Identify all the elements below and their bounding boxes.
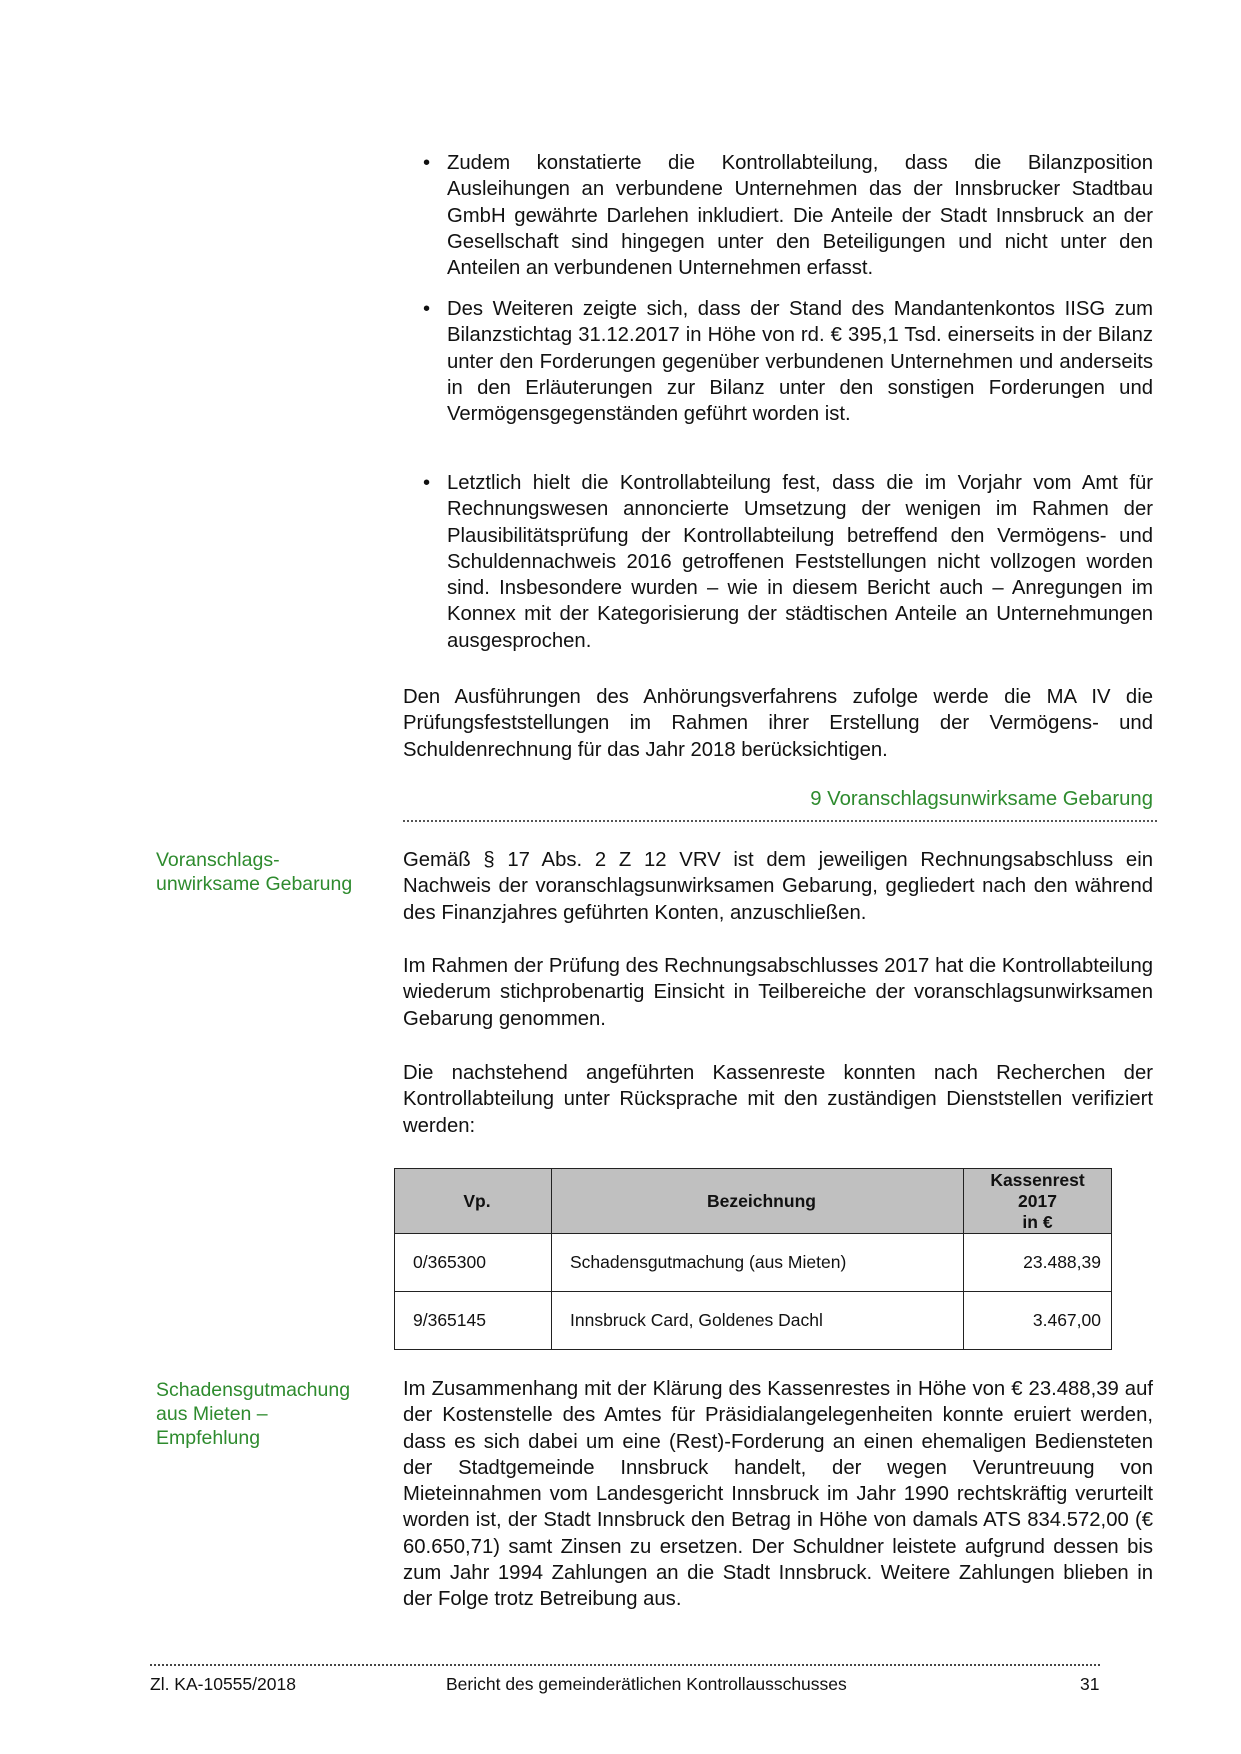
paragraph: Im Rahmen der Prüfung des Rechnungsabschlusses 2017 hat die Kontrollabteilung wiederum stichprobenartig Einsicht in Teilbereiche der voranschlagsunwirksamen Gebarung genommen.	[403, 955, 1153, 1030]
paragraph: Gemäß § 17 Abs. 2 Z 12 VRV ist dem jeweiligen Rechnungsabschluss ein Nachweis der voranschlagsunwirksamen Gebarung, gegliedert nach den während des Finanzjahres geführten Konten, anzuschließen.	[403, 849, 1153, 924]
footer-title: Bericht des gemeinderätlichen Kontrollausschusses	[446, 1674, 847, 1694]
paragraph: Den Ausführungen des Anhörungsverfahrens zufolge werde die MA IV die Prüfungsfeststellungen im Rahmen ihrer Erstellung der Vermögens- und Schuldenrechnung für das Jahr 2018 berücksichtigen.	[403, 686, 1153, 761]
table-row: 0/365300 Schadensgutmachung (aus Mieten) 23.488,39	[395, 1234, 1112, 1292]
bullet-item: • Zudem konstatierte die Kontrollabteilung, dass die Bilanzposition Ausleihungen an verbundene Unternehmen das der Innsbrucker Stadtbau GmbH gewährte Darlehen inkludiert. Die Anteile der Stadt Innsbruck an der Gesellschaft sind hingegen unter den Beteiligungen und nicht unter den Anteilen an verbundenen Unternehmen erfasst.	[423, 152, 1153, 280]
bullet-item: • Letztlich hielt die Kontrollabteilung fest, dass die im Vorjahr vom Amt für Rechnungswesen annoncierte Umsetzung der wenigen im Rahmen der Plausibilitätsprüfung der Kontrollabteilung betreffend den Vermögens- und Schuldennachweis 2016 getroffenen Feststellungen nicht vollzogen worden sind. Insbesondere wurden – wie in diesem Bericht auch – Anregungen im Konnex mit der Kategorisierung der städtischen Anteile an Unternehmungen ausgesprochen.	[423, 472, 1153, 652]
bullet-icon: •	[423, 152, 431, 174]
margin-note: Voranschlags- unwirksame Gebarung	[156, 849, 353, 895]
paragraph: Im Zusammenhang mit der Klärung des Kassenrestes in Höhe von € 23.488,39 auf der Kostenstelle des Amtes für Präsidialangelegenheiten konnte eruiert werden, dass es sich dabei um eine (Rest)-Forderung an einen ehemaligen Bediensteten der Stadtgemeinde Innsbruck handelt, der wegen Veruntreuung von Mieteinnahmen vom Landesgericht Innsbruck im Jahr 1990 rechtskräftig verurteilt worden ist, der Stadt Innsbruck den Betrag in Höhe von damals ATS 834.572,00 (€ 60.650,71) samt Zinsen zu ersetzen. Der Schuldner leistete aufgrund dessen bis zum Jahr 1994 Zahlungen an die Stadt Innsbruck. Weitere Zahlungen blieben in der Folge trotz Betreibung aus.	[403, 1378, 1153, 1611]
section-heading: 9 Voranschlagsunwirksame Gebarung	[810, 788, 1153, 810]
table-row: 9/365145 Innsbruck Card, Goldenes Dachl 3.467,00	[395, 1292, 1112, 1350]
kassenrest-table	[394, 1168, 1112, 1350]
footer-divider	[150, 1664, 1100, 1666]
header-kassenrest: Kassenrest 2017 in €	[964, 1169, 1112, 1234]
bullet-item: • Des Weiteren zeigte sich, dass der Stand des Mandantenkontos IISG zum Bilanzstichtag 31.12.2017 in Höhe von rd. € 395,1 Tsd. einerseits in der Bilanz unter den Forderungen gegenüber verbundenen Unternehmen und anderseits in den Erläuterungen zur Bilanz unter den sonstigen Forderungen und Vermögensgegenständen geführt worden ist.	[423, 298, 1153, 426]
page-number: 31	[1080, 1674, 1100, 1694]
footer-reference: Zl. KA-10555/2018	[150, 1674, 296, 1694]
margin-note: Schadensgutmachung aus Mieten – Empfehlung	[156, 1379, 351, 1449]
header-vp: Vp.	[395, 1169, 552, 1234]
paragraph: Die nachstehend angeführten Kassenreste konnten nach Recherchen der Kontrollabteilung unter Rücksprache mit den zuständigen Dienststellen verifiziert werden:	[403, 1062, 1153, 1137]
bullet-icon: •	[423, 472, 431, 494]
bullet-icon: •	[423, 298, 431, 320]
header-bezeichnung: Bezeichnung	[552, 1169, 964, 1234]
table-header	[395, 1169, 1112, 1234]
divider	[403, 820, 1157, 822]
